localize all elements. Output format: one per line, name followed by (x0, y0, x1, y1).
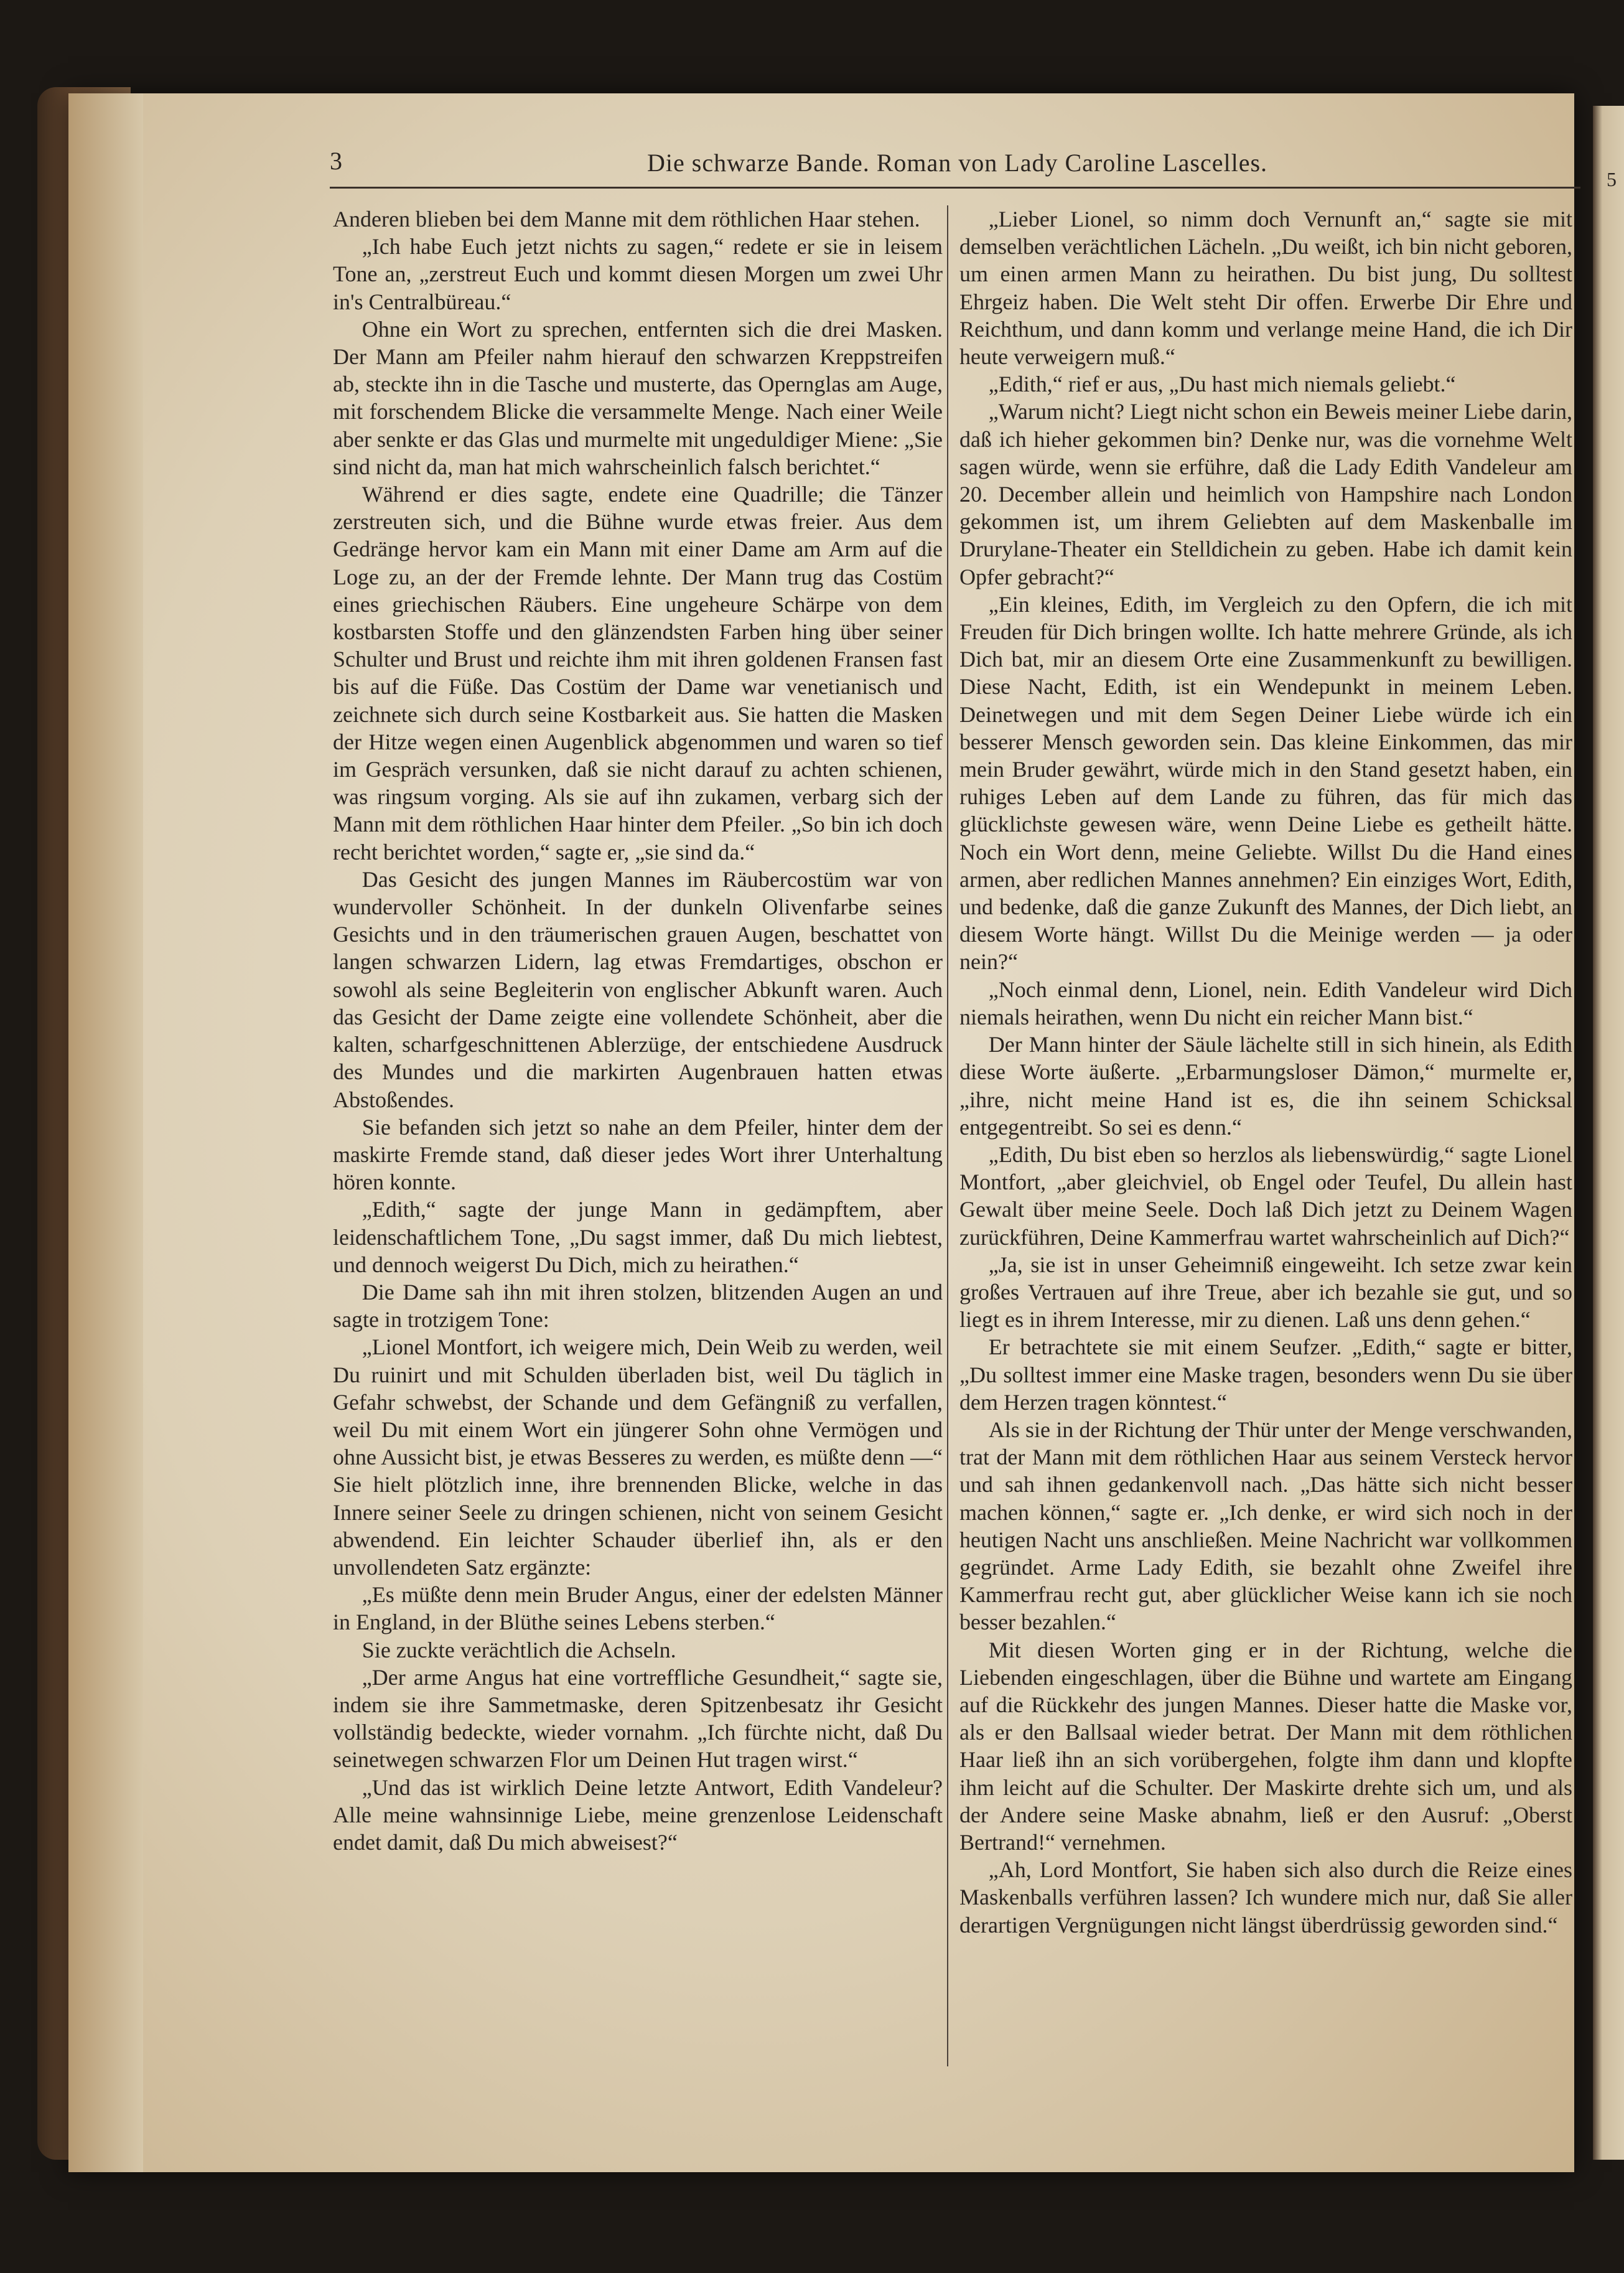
paragraph: „Lionel Montfort, ich weigere mich, Dein Weib zu werden, weil Du ruinirt und mit Schulden überladen bist, weil Du täglich in Gefahr schwebst, der Schande und dem Gefängniß zu verfallen, weil Du mit einem Wort ein jüngerer Sohn ohne Vermögen und ohne Aussicht bist, je etwas Besseres zu werden, es müßte denn —“ Sie hielt plötzlich inne, ihre brennenden Blicke, welche in das Innere seiner Seele zu dringen schienen, nicht von seinem Gesicht abwendend. Ein leichter Schauder überlief ihn, als er den unvollendeten Satz ergänzte: (333, 1334, 943, 1580)
paragraph: Sie befanden sich jetzt so nahe an dem Pfeiler, hinter dem der maskirte Fremde stand, daß dieser jedes Wort ihrer Unterhaltung hören konnte. (333, 1114, 943, 1195)
column-divider (947, 205, 948, 2066)
next-page-number: 5 (1607, 168, 1617, 190)
paragraph: „Der arme Angus hat eine vortreffliche Gesundheit,“ sagte sie, indem sie ihre Sammetmaske, deren Spitzenbesatz ihr Gesicht vollständig bedeckte, wieder vornahm. „Ich fürchte nicht, daß Du seinetwegen schwarzen Flor um Deinen Hut tragen wirst.“ (333, 1664, 943, 1773)
paragraph: „Ah, Lord Montfort, Sie haben sich also durch die Reize eines Maskenballs verführen lassen? Ich wundere mich nur, daß Sie aller derartigen Vergnügungen nicht längst überdrüssig geworden sind.“ (959, 1857, 1572, 1938)
paragraph: „Ich habe Euch jetzt nichts zu sagen,“ redete er sie in leisem Tone an, „zerstreut Euch und kommt diesen Morgen um zwei Uhr in's Centralbüreau.“ (333, 234, 943, 314)
paragraph: „Edith, Du bist eben so herzlos als liebenswürdig,“ sagte Lionel Montfort, „aber gleichviel, ob Engel oder Teufel, Du allein hast Gewalt über meine Seele. Doch laß Dich jetzt zu Deinem Wagen zurückführen, Deine Kammerfrau wartet wahrscheinlich auf Dich?“ (959, 1141, 1572, 1250)
paragraph: Als sie in der Richtung der Thür unter der Menge verschwanden, trat der Mann mit dem röthlichen Haar aus seinem Versteck hervor und sah ihnen gedankenvoll nach. „Das hätte sich nicht besser machen können,“ sagte er. „Ich denke, er wird sich noch in der heutigen Nacht uns anschließen. Meine Nachricht war vollkommen gegründet. Arme Lady Edith, sie bezahlt ohne Zweifel ihre Kammerfrau recht gut, aber glücklicher Weise kann ich sie noch besser bezahlen.“ (959, 1417, 1572, 1635)
paragraph: „Edith,“ rief er aus, „Du hast mich niemals geliebt.“ (988, 372, 1456, 397)
page-number: 3 (330, 147, 342, 175)
paragraph: Anderen blieben bei dem Manne mit dem röthlichen Haar stehen. (333, 207, 920, 232)
header-rule (330, 187, 1580, 189)
left-column (333, 205, 943, 2060)
paragraph: „Noch einmal denn, Lionel, nein. Edith Vandeleur wird Dich niemals heirathen, wenn Du nicht ein reicher Mann bist.“ (959, 977, 1572, 1029)
paragraph: Ohne ein Wort zu sprechen, entfernten sich die drei Masken. Der Mann am Pfeiler nahm hierauf den schwarzen Kreppstreifen ab, steckte ihn in die Tasche und musterte, das Opernglas am Auge, mit forschendem Blicke die versammelte Menge. Nach einer Weile aber senkte er das Glas und murmelte mit ungeduldiger Miene: „Sie sind nicht da, man hat mich wahrscheinlich falsch berichtet.“ (333, 316, 943, 479)
paragraph: Das Gesicht des jungen Mannes im Räubercostüm war von wundervoller Schönheit. In der dunkeln Olivenfarbe seines Gesichts und in den träumerischen grauen Augen, beschattet von langen schwarzen Lidern, lag etwas Fremdartiges, obschon er sowohl als seine Begleiterin von englischer Abkunft waren. Auch das Gesicht der Dame zeigte eine vollendete Schönheit, aber die kalten, scharfgeschnittenen Ablerzüge, der entschiedene Ausdruck des Mundes und die markirten Augenbrauen hatten etwas Abstoßendes. (333, 866, 943, 1112)
paragraph: Die Dame sah ihn mit ihren stolzen, blitzenden Augen an und sagte in trotzigem Tone: (333, 1279, 943, 1333)
paragraph: „Und das ist wirklich Deine letzte Antwort, Edith Vandeleur? Alle meine wahnsinnige Liebe, meine grenzenlose Leidenschaft endet damit, daß Du mich abweisest?“ (333, 1774, 943, 1855)
page-margin-stain (68, 93, 143, 2172)
paragraph: „Edith,“ sagte der junge Mann in gedämpftem, aber leidenschaftlichem Tone, „Du sagst immer, daß Du mich liebtest, und dennoch weigerst Du Dich, mich zu heirathen.“ (333, 1197, 943, 1277)
paragraph: „Es müßte denn mein Bruder Angus, einer der edelsten Männer in England, in der Blüthe seines Lebens sterben.“ (333, 1582, 943, 1635)
paragraph: Mit diesen Worten ging er in der Richtung, welche die Liebenden eingeschlagen, über die Bühne und wartete am Eingang auf die Rückkehr des jungen Mannes. Dieser hatte die Maske vor, als er den Ballsaal wieder betrat. Der Mann mit dem röthlichen Haar ließ ihn an sich vorübergehen, folgte ihm dann und klopfte ihm leicht auf die Schulter. Der Maskirte drehte sich um, und als der Andere seine Maske abnahm, ließ er den Ausruf: „Oberst Bertrand!“ vernehmen. (959, 1637, 1572, 1855)
paragraph: „Ja, sie ist in unser Geheimniß eingeweiht. Ich setze zwar kein großes Vertrauen auf ihre Treue, aber ich bezahle sie gut, und so liegt es in ihrem Interesse, mir zu dienen. Laß uns denn gehen.“ (959, 1252, 1572, 1333)
right-column (959, 205, 1572, 2060)
paragraph: Sie zuckte verächtlich die Achseln. (362, 1637, 676, 1662)
paragraph: Er betrachtete sie mit einem Seufzer. „Edith,“ sagte er bitter, „Du solltest immer eine Maske tragen, besonders wenn Du sie über dem Herzen tragen könntest.“ (959, 1334, 1572, 1415)
next-page-edge (1593, 106, 1624, 2160)
paragraph: „Ein kleines, Edith, im Vergleich zu den Opfern, die ich mit Freuden für Dich bringen wollte. Ich hatte mehrere Gründe, als ich Dich bat, mir an diesem Orte eine Zusammenkunft zu bewilligen. Diese Nacht, Edith, ist ein Wendepunkt in meinem Leben. Deinetwegen und mit dem Segen Deiner Liebe würde ich ein besserer Mensch geworden sein. Das kleine Einkommen, das mir mein Bruder gewährt, würde mich in den Stand gesetzt haben, ein ruhiges Leben auf dem Lande zu führen, das für mich das glücklichste gewesen wäre, wenn Deine Liebe es getheilt hätte. Noch ein Wort denn, meine Geliebte. Willst Du die Hand eines armen, aber redlichen Mannes annehmen? Ein einziges Wort, Edith, und bedenke, daß die ganze Zukunft des Mannes, der Dich liebt, an diesem Worte hängt. Willst Du die Meinige werden — ja oder nein?“ (959, 591, 1572, 975)
paragraph: „Warum nicht? Liegt nicht schon ein Beweis meiner Liebe darin, daß ich hieher gekommen bin? Denke nur, was die vornehme Welt sagen würde, wenn sie erführe, daß die Lady Edith Vandeleur am 20. December allein und heimlich von Hampshire nach London gekommen ist, um ihrem Geliebten auf dem Maskenballe im Drurylane-Theater ein Stelldichein zu geben. Habe ich damit kein Opfer gebracht?“ (959, 399, 1572, 589)
paragraph: Der Mann hinter der Säule lächelte still in sich hinein, als Edith diese Worte äußerte. „Erbarmungsloser Dämon,“ murmelte er, „ihre, nicht meine Hand ist es, die ihn seinem Schicksal entgegentreibt. So sei es denn.“ (959, 1032, 1572, 1140)
paragraph: Während er dies sagte, endete eine Quadrille; die Tänzer zerstreuten sich, und die Bühne wurde etwas freier. Aus dem Gedränge hervor kam ein Mann mit einer Dame am Arm auf die Loge zu, an der der Fremde lehnte. Der Mann trug das Costüm eines griechischen Räubers. Eine ungeheure Schärpe von dem kostbarsten Stoffe und den glänzendsten Farben hing über seiner Schulter und Brust und reichte ihm mit ihren goldenen Fransen fast bis auf die Füße. Das Costüm der Dame war venetianisch und zeichnete sich durch seine Kostbarkeit aus. Sie hatten die Masken der Hitze wegen einen Augenblick abgenommen und waren so tief im Gespräch versunken, daß sie nicht darauf zu achten schienen, was ringsum vorging. Als sie auf ihn zukamen, verbarg sich der Mann mit dem röthlichen Haar hinter dem Pfeiler. „So bin ich doch recht berichtet worden,“ sagte er, „sie sind da.“ (333, 482, 943, 865)
paragraph: „Lieber Lionel, so nimm doch Vernunft an,“ sagte sie mit demselben verächtlichen Lächeln. „Du weißt, ich bin nicht geboren, um einen armen Mann zu heirathen. Du bist jung, Du solltest Ehrgeiz haben. Die Welt steht Dir offen. Erwerbe Dir Ehre und Reichthum, und dann komm und verlange meine Hand, die ich Dir heute verweigern muß.“ (959, 207, 1572, 370)
running-title: Die schwarze Bande. Roman von Lady Caroline Lascelles. (647, 149, 1268, 177)
